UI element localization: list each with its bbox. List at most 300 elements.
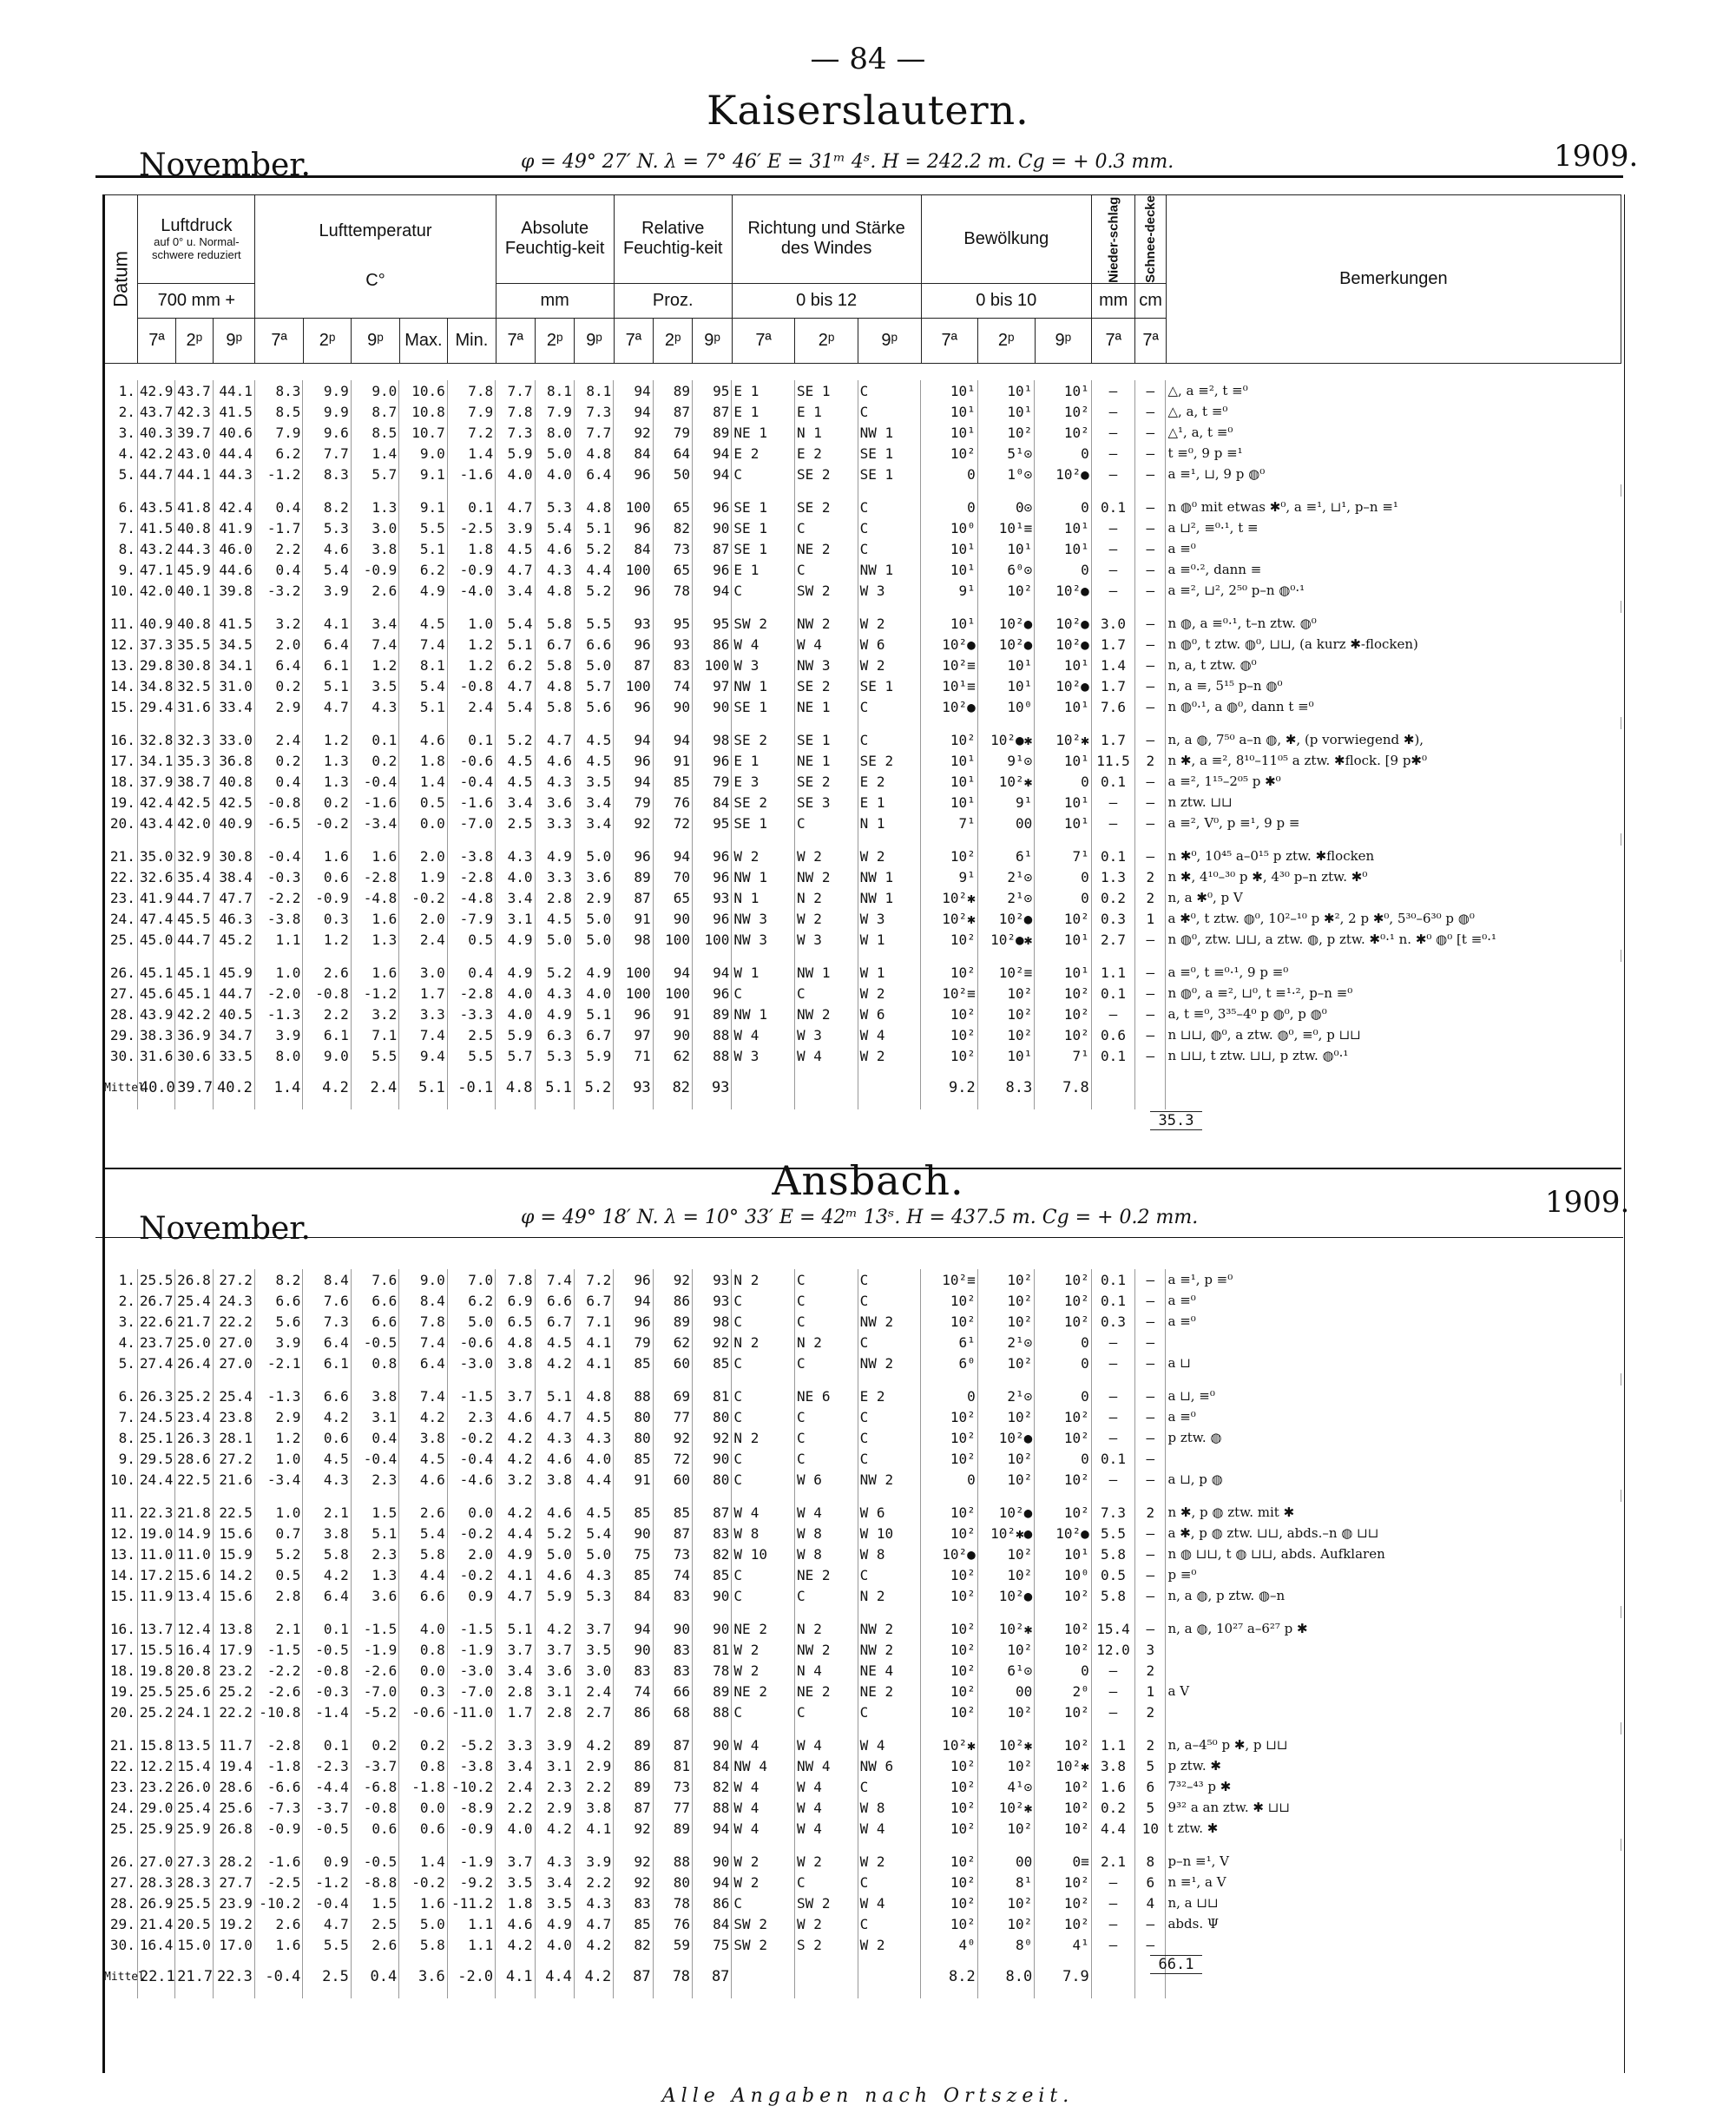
cell-a7: 4.0	[496, 464, 535, 484]
cell-t2: 6.6	[303, 1386, 351, 1406]
cell-a2: 4.5	[535, 1332, 574, 1353]
cell-rem: n ✱, a ≡², 8¹⁰–11⁰⁵ a ztw. ✱flock. [9 p✱⁰	[1167, 753, 1428, 768]
cell-r7: 89	[614, 1776, 653, 1797]
cell-day: 17.	[102, 1639, 137, 1660]
cell-b9: 10²	[1035, 401, 1092, 422]
cell-w2: E 2	[795, 443, 858, 464]
cell-p7: 43.5	[137, 497, 174, 517]
cell-a9: 7.1	[574, 1311, 613, 1332]
cell-r7: 96	[614, 634, 653, 655]
cell-p7: 15.5	[137, 1639, 174, 1660]
cell-p9: 30.8	[213, 846, 254, 866]
cell-t7: -3.2	[254, 580, 302, 601]
cell-schnee: –	[1135, 983, 1166, 1004]
cell-p2: 43.7	[175, 380, 213, 401]
cell-w2: NE 6	[795, 1386, 858, 1406]
cell-p9: 19.4	[213, 1755, 254, 1776]
cell-day: 24.	[102, 1797, 137, 1818]
cell-p2: 25.4	[175, 1797, 213, 1818]
cell-b9: 10²✱	[1035, 1755, 1092, 1776]
cell-p7: 29.8	[137, 655, 174, 675]
mean-cell-r9: 93	[693, 1066, 732, 1109]
cell-tmin: -4.6	[447, 1469, 495, 1490]
cell-b2: 10²	[977, 1913, 1035, 1934]
cell-t2: 1.3	[303, 771, 351, 792]
cell-t2: 2.2	[303, 1004, 351, 1024]
cell-a9: 4.9	[574, 962, 613, 983]
cell-b2: 6⁰⊙	[977, 559, 1035, 580]
cell-t7: 0.4	[254, 497, 302, 517]
cell-w9: W 2	[858, 1934, 921, 1955]
cell-a2: 8.1	[535, 380, 574, 401]
cell-t9: 1.6	[351, 962, 398, 983]
cell-w9: C	[858, 1701, 921, 1722]
cell-b9: 10¹	[1035, 696, 1092, 717]
cell-w7: W 4	[732, 1734, 795, 1755]
cell-b2: 00	[977, 1851, 1035, 1872]
cell-w2: N 2	[795, 887, 858, 908]
cell-w2: SE 1	[795, 729, 858, 750]
cell-w7: C	[732, 1585, 795, 1606]
cell-w7: SW 2	[732, 1913, 795, 1934]
header-b-2p: 2ᵖ	[978, 318, 1036, 363]
cell-r7: 100	[614, 497, 653, 517]
cell-t7: 0.2	[254, 675, 302, 696]
cell-tmin: 7.0	[447, 1269, 495, 1290]
cell-b9: 10⁰	[1035, 1564, 1092, 1585]
cell-w9: NW 1	[858, 422, 921, 443]
cell-b7: 10²	[921, 443, 978, 464]
cell-t7: 7.9	[254, 422, 302, 443]
cell-b7: 10²	[921, 1427, 978, 1448]
cell-a9: 7.7	[574, 422, 613, 443]
cell-tmax: 5.0	[399, 1913, 447, 1934]
cell-w7: E 1	[732, 750, 795, 771]
cell-day: 3.	[102, 1311, 137, 1332]
cell-w2: NW 3	[795, 655, 858, 675]
cell-p9: 27.2	[213, 1269, 254, 1290]
cell-r9: 88	[693, 1045, 732, 1066]
cell-b2: 10²	[977, 1269, 1035, 1290]
cell-day: 8.	[102, 538, 137, 559]
cell-tmin: -0.9	[447, 1818, 495, 1839]
cell-a2: 5.0	[535, 443, 574, 464]
cell-b2: 10²≡	[977, 962, 1035, 983]
cell-day: 9.	[102, 1448, 137, 1469]
cell-p2: 35.4	[175, 866, 213, 887]
cell-r2: 92	[653, 1269, 692, 1290]
cell-p2: 28.6	[175, 1448, 213, 1469]
cell-t9: 9.0	[351, 380, 398, 401]
cell-a9: 5.7	[574, 675, 613, 696]
cell-r2: 90	[653, 1618, 692, 1639]
cell-p9: 46.0	[213, 538, 254, 559]
cell-a2: 4.2	[535, 1353, 574, 1373]
cell-p9: 33.4	[213, 696, 254, 717]
cell-a2: 3.3	[535, 813, 574, 833]
cell-r2: 81	[653, 1755, 692, 1776]
cell-nied: 1.4	[1091, 655, 1134, 675]
cell-r9: 78	[693, 1660, 732, 1681]
cell-b2: 2¹⊙	[977, 866, 1035, 887]
cell-a7: 3.1	[496, 908, 535, 929]
cell-r9: 86	[693, 634, 732, 655]
cell-p7: 12.2	[137, 1755, 174, 1776]
cell-t7: 1.0	[254, 1502, 302, 1523]
cell-p7: 37.9	[137, 771, 174, 792]
cell-t2: 9.9	[303, 401, 351, 422]
cell-day: 13.	[102, 655, 137, 675]
cell-t2: 4.2	[303, 1406, 351, 1427]
cell-w9: C	[858, 1269, 921, 1290]
cell-t7: 2.6	[254, 1913, 302, 1934]
cell-tmin: 6.2	[447, 1290, 495, 1311]
cell-b7: 10²	[921, 929, 978, 950]
coordinates-ansbach: φ = 49° 18′ N. λ = 10° 33′ E = 42ᵐ 13ˢ. H = 437.5 m. Cg = + 0.2 mm.	[521, 1207, 1199, 1228]
cell-b9: 10²●	[1035, 464, 1092, 484]
cell-p7: 42.0	[137, 580, 174, 601]
cell-tmax: 5.8	[399, 1543, 447, 1564]
cell-w7: NW 1	[732, 675, 795, 696]
cell-nied: 0.2	[1091, 887, 1134, 908]
cell-r9: 81	[693, 1639, 732, 1660]
cell-w2: W 4	[795, 1045, 858, 1066]
cell-nied: 1.1	[1091, 962, 1134, 983]
mean-cell-b2: 8.3	[977, 1066, 1035, 1109]
cell-tmin: -11.2	[447, 1892, 495, 1913]
cell-r2: 77	[653, 1797, 692, 1818]
cell-p9: 34.5	[213, 634, 254, 655]
cell-w7: E 1	[732, 380, 795, 401]
cell-a9: 7.3	[574, 401, 613, 422]
cell-t2: 4.2	[303, 1564, 351, 1585]
cell-day: 19.	[102, 1681, 137, 1701]
cell-t7: -6.6	[254, 1776, 302, 1797]
cell-a7: 3.5	[496, 1872, 535, 1892]
cell-p7: 45.6	[137, 983, 174, 1004]
cell-b9: 10¹	[1035, 962, 1092, 983]
header-r-7a: 7ª	[614, 318, 653, 363]
cell-p9: 42.5	[213, 792, 254, 813]
cell-a2: 5.2	[535, 1523, 574, 1543]
cell-t7: -10.2	[254, 1892, 302, 1913]
cell-a7: 2.4	[496, 1776, 535, 1797]
cell-tmin: -7.9	[447, 908, 495, 929]
cell-r7: 94	[614, 771, 653, 792]
cell-a9: 6.7	[574, 1024, 613, 1045]
cell-tmax: 0.8	[399, 1639, 447, 1660]
cell-p7: 35.0	[137, 846, 174, 866]
cell-t7: -1.2	[254, 464, 302, 484]
cell-t9: -1.2	[351, 983, 398, 1004]
cell-b2: 10²	[977, 1024, 1035, 1045]
cell-t9: 2.6	[351, 580, 398, 601]
cell-t7: -0.4	[254, 846, 302, 866]
cell-day: 7.	[102, 517, 137, 538]
cell-r7: 96	[614, 696, 653, 717]
cell-a9: 3.9	[574, 1851, 613, 1872]
cell-day: 28.	[102, 1004, 137, 1024]
cell-t7: -1.8	[254, 1755, 302, 1776]
cell-a9: 5.3	[574, 1585, 613, 1606]
cell-p2: 40.1	[175, 580, 213, 601]
cell-b2: 10²●✱	[977, 729, 1035, 750]
cell-b2: 10²	[977, 1406, 1035, 1427]
cell-a2: 4.6	[535, 1448, 574, 1469]
cell-b2: 10²	[977, 1639, 1035, 1660]
cell-a9: 5.1	[574, 517, 613, 538]
cell-schnee: –	[1135, 1353, 1166, 1373]
cell-r9: 80	[693, 1469, 732, 1490]
cell-day: 3.	[102, 422, 137, 443]
cell-b9: 10¹	[1035, 655, 1092, 675]
cell-b7: 10²	[921, 1797, 978, 1818]
cell-w9: N 1	[858, 813, 921, 833]
cell-w7: NW 3	[732, 908, 795, 929]
cell-w9: W 4	[858, 1024, 921, 1045]
cell-a2: 5.8	[535, 655, 574, 675]
cell-b9: 0	[1035, 866, 1092, 887]
cell-w9: W 2	[858, 846, 921, 866]
cell-b7: 10¹	[921, 538, 978, 559]
cell-w9: NW 2	[858, 1639, 921, 1660]
cell-w2: C	[795, 1406, 858, 1427]
cell-t2: 7.6	[303, 1290, 351, 1311]
cell-schnee: 2	[1135, 1660, 1166, 1681]
cell-t9: 0.8	[351, 1353, 398, 1373]
cell-r2: 65	[653, 497, 692, 517]
cell-r7: 85	[614, 1913, 653, 1934]
cell-t9: -0.5	[351, 1332, 398, 1353]
cell-schnee: –	[1135, 443, 1166, 464]
cell-a9: 4.5	[574, 1406, 613, 1427]
cell-a7: 4.4	[496, 1523, 535, 1543]
cell-tmin: 0.5	[447, 929, 495, 950]
cell-r7: 87	[614, 887, 653, 908]
cell-day: 22.	[102, 1755, 137, 1776]
header-s-7a: 7ª	[1135, 318, 1166, 363]
cell-a7: 5.1	[496, 634, 535, 655]
mean-cell-b9: 7.8	[1035, 1066, 1092, 1109]
cell-w2: C	[795, 1353, 858, 1373]
cell-p2: 22.5	[175, 1469, 213, 1490]
cell-a9: 3.4	[574, 792, 613, 813]
cell-r2: 62	[653, 1332, 692, 1353]
cell-p2: 41.8	[175, 497, 213, 517]
cell-tmax: 2.4	[399, 929, 447, 950]
cell-b7: 10¹	[921, 380, 978, 401]
cell-r9: 87	[693, 1502, 732, 1523]
cell-a7: 4.2	[496, 1502, 535, 1523]
cell-schnee: –	[1135, 422, 1166, 443]
cell-day: 28.	[102, 1892, 137, 1913]
cell-p9: 44.7	[213, 983, 254, 1004]
cell-b9: 10²	[1035, 1502, 1092, 1523]
cell-a9: 4.5	[574, 750, 613, 771]
cell-p9: 34.1	[213, 655, 254, 675]
cell-day: 30.	[102, 1045, 137, 1066]
cell-t2: 5.1	[303, 675, 351, 696]
header-p-7a: 7ª	[138, 318, 175, 363]
cell-t2: 1.3	[303, 750, 351, 771]
cell-t2: 8.2	[303, 497, 351, 517]
cell-day: 29.	[102, 1913, 137, 1934]
cell-p7: 27.0	[137, 1851, 174, 1872]
cell-tmax: 2.0	[399, 846, 447, 866]
cell-p9: 45.2	[213, 929, 254, 950]
cell-b2: 2¹⊙	[977, 1386, 1035, 1406]
cell-t7: 0.7	[254, 1523, 302, 1543]
cell-r2: 73	[653, 1776, 692, 1797]
cell-a7: 1.8	[496, 1892, 535, 1913]
cell-p7: 31.6	[137, 1045, 174, 1066]
cell-t2: 5.4	[303, 559, 351, 580]
cell-schnee: 2	[1135, 1734, 1166, 1755]
cell-t2: -0.4	[303, 1892, 351, 1913]
cell-day: 16.	[102, 1618, 137, 1639]
header-abs-unit: mm	[496, 283, 614, 318]
cell-t2: 0.6	[303, 866, 351, 887]
cell-r9: 86	[693, 1892, 732, 1913]
cell-b7: 10²	[921, 1681, 978, 1701]
header-r-9p: 9ᵖ	[693, 318, 732, 363]
cell-t9: 3.1	[351, 1406, 398, 1427]
cell-b2: 10¹	[977, 401, 1035, 422]
cell-a2: 6.7	[535, 1311, 574, 1332]
cell-r7: 85	[614, 1564, 653, 1585]
cell-nied: 0.3	[1091, 908, 1134, 929]
cell-a7: 4.5	[496, 771, 535, 792]
cell-a2: 4.8	[535, 675, 574, 696]
header-niederschlag: Nieder-schlag	[1092, 195, 1135, 284]
cell-r7: 96	[614, 750, 653, 771]
cell-r9: 94	[693, 464, 732, 484]
cell-b2: 4¹⊙	[977, 1776, 1035, 1797]
cell-day: 4.	[102, 1332, 137, 1353]
cell-a2: 5.3	[535, 1045, 574, 1066]
cell-tmax: 5.1	[399, 538, 447, 559]
cell-t9: 3.8	[351, 538, 398, 559]
cell-w7: W 3	[732, 1045, 795, 1066]
cell-t2: 9.9	[303, 380, 351, 401]
total-precip-kaiserslautern: 35.3	[1150, 1111, 1202, 1130]
cell-p2: 42.0	[175, 813, 213, 833]
cell-t9: 1.4	[351, 443, 398, 464]
cell-w2: C	[795, 517, 858, 538]
cell-w9: C	[858, 538, 921, 559]
cell-p7: 43.2	[137, 538, 174, 559]
header-w-7a: 7ª	[732, 318, 795, 363]
cell-rem: n, a ✱⁰, p V	[1167, 890, 1243, 905]
cell-b9: 10²	[1035, 1290, 1092, 1311]
cell-t9: 1.6	[351, 846, 398, 866]
cell-rem: a ≡¹, ⊔, 9 p ◍⁰	[1167, 466, 1266, 482]
cell-t9: -0.9	[351, 559, 398, 580]
cell-b2: 10²✱	[977, 1734, 1035, 1755]
cell-w2: C	[795, 1448, 858, 1469]
cell-r2: 77	[653, 1406, 692, 1427]
cell-b7: 10²	[921, 1004, 978, 1024]
cell-w7: SE 1	[732, 497, 795, 517]
cell-r9: 82	[693, 1543, 732, 1564]
header-wind: Richtung und Stärke des Windes	[732, 195, 921, 284]
cell-tmin: 1.1	[447, 1934, 495, 1955]
cell-b7: 10²	[921, 1851, 978, 1872]
cell-schnee: –	[1135, 1004, 1166, 1024]
cell-tmax: 2.0	[399, 908, 447, 929]
cell-r2: 87	[653, 1523, 692, 1543]
cell-day: 29.	[102, 1024, 137, 1045]
cell-t9: -4.8	[351, 887, 398, 908]
cell-w2: N 2	[795, 1618, 858, 1639]
cell-p9: 21.6	[213, 1469, 254, 1490]
cell-r9: 87	[693, 401, 732, 422]
cell-nied: –	[1091, 1427, 1134, 1448]
cell-r2: 93	[653, 634, 692, 655]
cell-r2: 64	[653, 443, 692, 464]
cell-rem: a ⊔, ≡⁰	[1167, 1388, 1215, 1404]
cell-b2: 00	[977, 1681, 1035, 1701]
mean-cell-b7: 8.2	[921, 1955, 978, 1998]
header-b-9p: 9ᵖ	[1035, 318, 1092, 363]
cell-p7: 43.7	[137, 401, 174, 422]
cell-t9: -6.8	[351, 1776, 398, 1797]
cell-b9: 10²	[1035, 1797, 1092, 1818]
cell-p2: 16.4	[175, 1639, 213, 1660]
cell-r9: 90	[693, 517, 732, 538]
cell-nied: –	[1091, 1386, 1134, 1406]
cell-b7: 10²●	[921, 1543, 978, 1564]
cell-tmax: 7.4	[399, 1386, 447, 1406]
cell-t2: 1.6	[303, 846, 351, 866]
cell-schnee: –	[1135, 1564, 1166, 1585]
cell-nied: –	[1091, 1913, 1134, 1934]
cell-r2: 72	[653, 813, 692, 833]
cell-w7: W 4	[732, 1818, 795, 1839]
cell-t9: 1.5	[351, 1502, 398, 1523]
cell-a7: 4.7	[496, 497, 535, 517]
cell-r7: 96	[614, 517, 653, 538]
cell-tmin: 5.0	[447, 1311, 495, 1332]
cell-a7: 4.0	[496, 866, 535, 887]
cell-t9: 1.3	[351, 929, 398, 950]
cell-w2: W 4	[795, 1734, 858, 1755]
cell-r2: 83	[653, 655, 692, 675]
cell-a2: 3.9	[535, 1734, 574, 1755]
cell-b2: 10²●	[977, 1427, 1035, 1448]
cell-tmax: 7.8	[399, 1311, 447, 1332]
cell-p7: 37.3	[137, 634, 174, 655]
cell-p9: 41.9	[213, 517, 254, 538]
cell-schnee: 2	[1135, 887, 1166, 908]
cell-day: 8.	[102, 1427, 137, 1448]
cell-day: 9.	[102, 559, 137, 580]
cell-w7: W 1	[732, 962, 795, 983]
cell-b7: 10²≡	[921, 983, 978, 1004]
cell-w2: C	[795, 559, 858, 580]
cell-b7: 10²	[921, 729, 978, 750]
cell-rem: 7³²–⁴³ p ✱	[1167, 1779, 1232, 1794]
cell-b9: 4¹	[1035, 1934, 1092, 1955]
cell-r7: 86	[614, 1701, 653, 1722]
cell-t7: -1.7	[254, 517, 302, 538]
cell-b2: 10²	[977, 1543, 1035, 1564]
outer-frame	[102, 194, 1625, 2073]
cell-tmax: 0.2	[399, 1734, 447, 1755]
cell-rem: △, a ≡², t ≡⁰	[1167, 383, 1248, 398]
cell-b7: 0	[921, 1469, 978, 1490]
month-label-ansbach: November.	[139, 1211, 311, 1247]
